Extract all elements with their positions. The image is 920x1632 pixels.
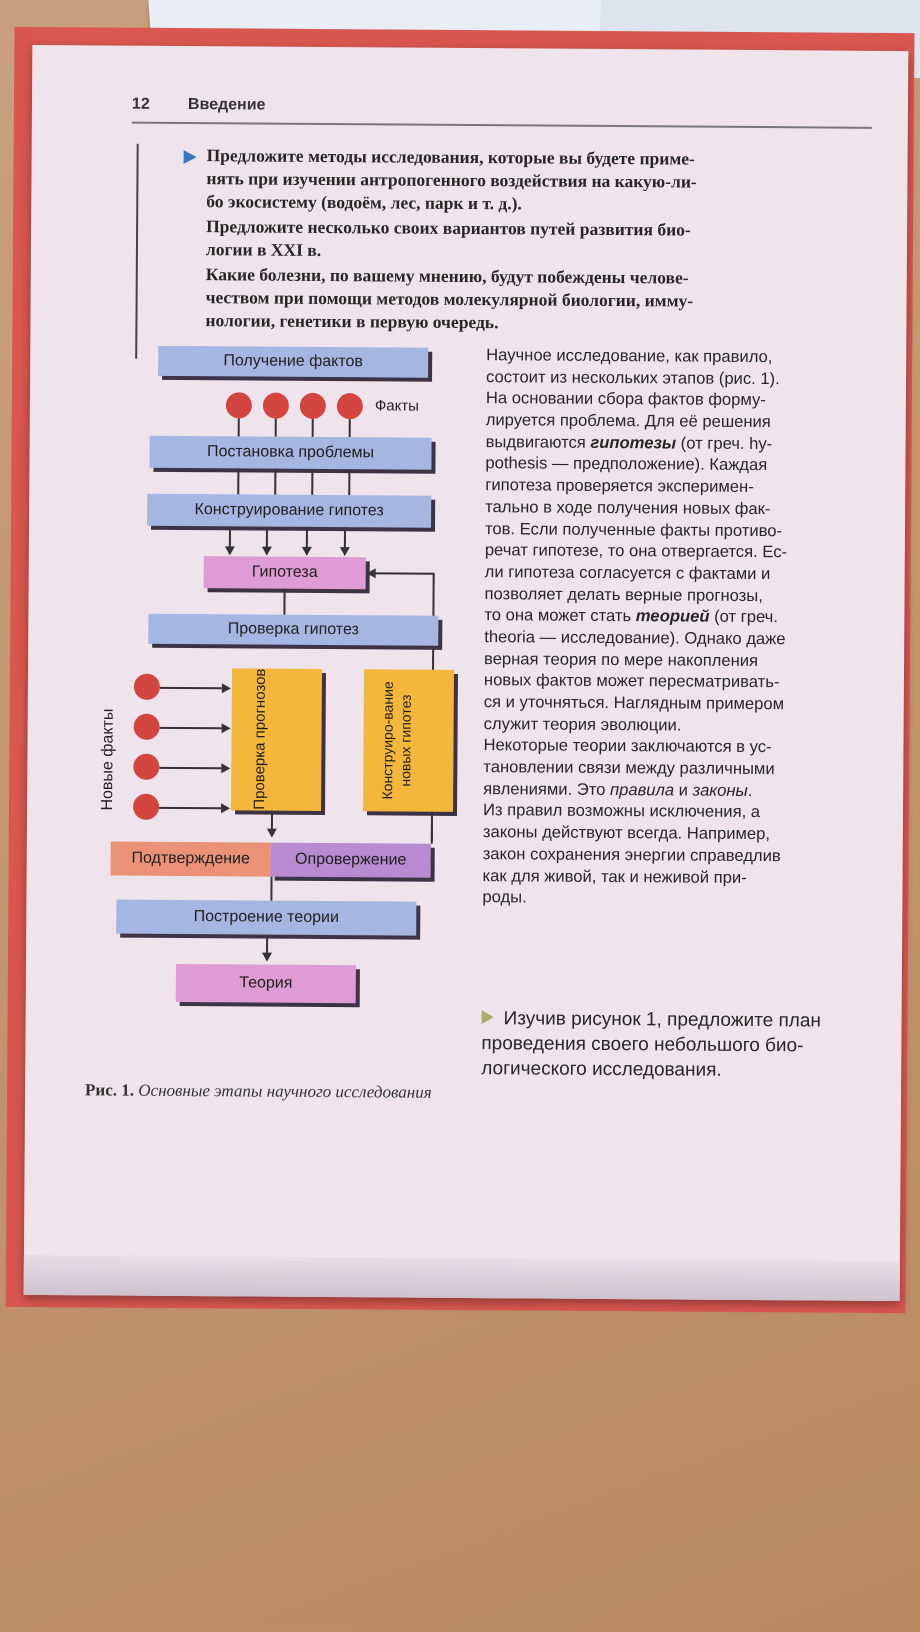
term-hypothesis: гипотезы: [590, 432, 677, 453]
connector: [159, 807, 221, 809]
text-line: ся и уточняться. Наглядным примером: [483, 692, 785, 714]
task-arrow-icon: [482, 1010, 494, 1024]
text-line: позволяет делать верные прогнозы,: [484, 583, 763, 605]
arrow-left-icon: [367, 568, 376, 578]
connector: [349, 419, 351, 437]
text-line: проведения своего небольшого био-: [481, 1033, 804, 1057]
text-line: Некоторые теории заключаются в ус-: [483, 735, 772, 757]
text-line: закон сохранения энергии справедлив: [482, 843, 781, 866]
term-laws: законы: [692, 780, 748, 800]
text-line: тановлении связи между различными: [483, 757, 775, 779]
box-build-theory: Построение теории: [116, 900, 416, 936]
connector: [238, 418, 240, 436]
text-line: pothesis — предположение). Каждая: [485, 453, 768, 475]
connector: [283, 589, 285, 615]
new-fact-dot: [134, 674, 160, 700]
task-line: нологии, генетики в первую очередь.: [205, 310, 499, 333]
connector: [348, 469, 350, 495]
arrow-right-icon: [222, 723, 231, 733]
text-line: роды.: [482, 887, 527, 907]
task-line: Предложите несколько своих вариантов путей развития био-: [206, 216, 691, 240]
box-theory: Теория: [176, 964, 356, 1003]
text-line: служит теория эволюции.: [483, 713, 682, 735]
connector: [237, 468, 239, 494]
text-line: theoria — исследование). Однако даже: [484, 627, 786, 649]
connector: [311, 469, 313, 495]
new-facts-label: Новые факты: [99, 708, 117, 811]
box-check-predictions: [231, 668, 322, 811]
box-construct-new-hypotheses: [363, 669, 454, 812]
box-problem: Постановка проблемы: [149, 436, 431, 470]
text-span: (от греч. hy-: [676, 433, 773, 453]
construct-new-label: Конструиро-вание новых гипотез: [379, 681, 414, 800]
text-line: ли гипотеза согласуется с фактами и: [484, 562, 771, 583]
facts-label: Факты: [374, 397, 420, 415]
connector: [274, 469, 276, 495]
connector: [159, 767, 221, 769]
arrow-right-icon: [222, 683, 231, 693]
term-rules: правила: [609, 779, 675, 800]
box-hypothesis: Гипотеза: [204, 556, 366, 589]
arrow-right-icon: [221, 763, 230, 773]
text-line: новых фактов может пересматривать-: [483, 670, 780, 692]
text-span: Изучив рисунок 1, предложите план: [503, 1008, 821, 1032]
text-line: лируется проблема. Для её решения: [485, 410, 771, 432]
book-page: [24, 45, 909, 1301]
box-getting-facts: Получение фактов: [158, 346, 428, 378]
text-line: На основании сбора фактов форму-: [485, 388, 766, 410]
text-line: Из правил возможны исключения, а: [482, 800, 761, 822]
text-line: тов. Если полученные факты противо-: [484, 518, 783, 540]
new-fact-dot: [133, 754, 159, 780]
task-line: чеством при помощи методов молекулярной биологии, имму-: [205, 287, 694, 311]
task-line: логии в XXI в.: [205, 239, 322, 260]
caption-number: Рис. 1.: [85, 1080, 135, 1100]
arrow-down-icon: [262, 547, 272, 556]
connector: [229, 526, 231, 548]
text-line: логического исследования.: [481, 1058, 722, 1081]
text-span: и: [674, 780, 693, 800]
term-theory: теорией: [635, 606, 710, 626]
arrow-right-icon: [221, 803, 230, 813]
text-line: [482, 1006, 902, 1034]
task-line: Предложите методы исследования, которые вы будете приме-: [206, 145, 695, 169]
task-study-figure: [481, 1006, 902, 1084]
text-line: законы действуют всегда. Например,: [482, 822, 771, 844]
text-line: [483, 778, 883, 802]
fact-dot: [300, 393, 326, 419]
fact-dot: [226, 392, 252, 418]
text-line: речат гипотезе, то она отвергается. Ес-: [484, 540, 788, 562]
text-span: (от греч.: [709, 606, 779, 627]
figure-caption: [85, 1079, 455, 1103]
text-line: состоит из нескольких этапов (рис. 1).: [486, 366, 780, 388]
task-line: бо экосистему (водоём, лес, парк и т. д.).: [206, 191, 522, 214]
connector: [344, 527, 346, 549]
text-line: гипотеза проверяется эксперимен-: [485, 475, 754, 497]
text-line: как для живой, так и неживой при-: [482, 865, 747, 887]
page-number: 12: [131, 95, 150, 113]
arrow-down-icon: [340, 547, 350, 556]
body-text: [482, 344, 886, 911]
text-span: явлениями. Это: [483, 778, 611, 799]
text-span: .: [747, 780, 753, 800]
connector: [312, 419, 314, 437]
text-line: Научное исследование, как правило,: [486, 345, 773, 367]
arrow-down-icon: [262, 953, 272, 962]
connector: [266, 527, 268, 549]
text-line: [484, 604, 884, 628]
section-title: Введение: [187, 96, 266, 114]
box-constructing-hypotheses: Конструирование гипотез: [147, 494, 431, 528]
box-confirmation: Подтверждение: [111, 842, 271, 877]
text-line: тально в ходе получения новых фак-: [485, 496, 771, 518]
connector: [160, 727, 222, 729]
task-line: Какие болезни, по вашему мнению, будут побеждены челове-: [205, 264, 689, 288]
connector: [270, 877, 272, 901]
check-predictions-label: Проверка прогнозов: [251, 668, 270, 811]
new-fact-dot: [133, 794, 159, 820]
box-refutation: Опровержение: [271, 843, 431, 878]
box-testing-hypotheses: Проверка гипотез: [148, 614, 438, 646]
text-span: то она может стать: [484, 605, 636, 626]
connector: [275, 419, 277, 437]
text-line: верная теория по мере накопления: [484, 648, 759, 670]
connector: [306, 527, 308, 549]
caption-text: Основные этапы научного исследования: [138, 1080, 432, 1102]
connector: [271, 811, 273, 831]
arrow-down-icon: [225, 546, 235, 555]
task-line: нять при изучении антропогенного воздействия на какую-ли-: [206, 168, 697, 192]
fact-dot: [263, 393, 289, 419]
new-fact-dot: [134, 714, 160, 740]
text-span: выдвигаются: [485, 431, 591, 452]
text-line: [486, 431, 886, 455]
connector: [160, 687, 222, 689]
fact-dot: [337, 393, 363, 419]
feedback-line: [374, 572, 434, 574]
connector: [431, 812, 433, 844]
arrow-down-icon: [302, 547, 312, 556]
arrow-down-icon: [267, 829, 277, 838]
